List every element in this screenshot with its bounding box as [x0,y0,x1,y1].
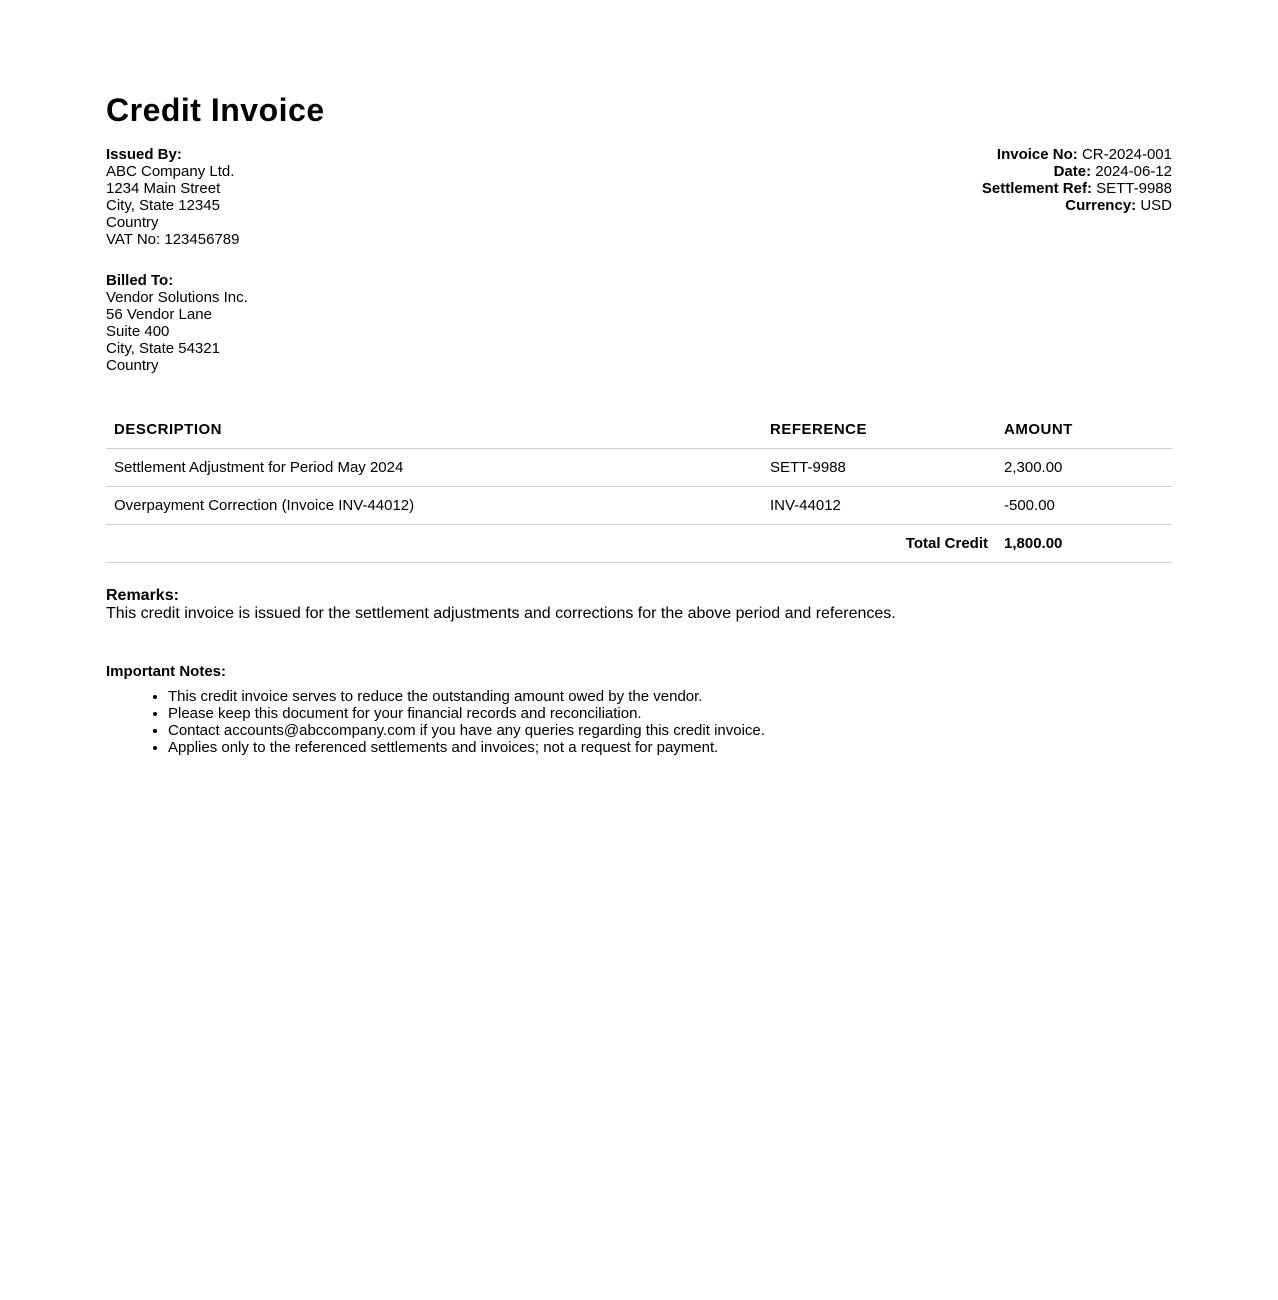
cell-amount: -500.00 [996,487,1172,525]
cell-amount: 2,300.00 [996,449,1172,487]
billed-to-line: Country [106,357,159,374]
cell-description: Settlement Adjustment for Period May 2024 [106,449,762,487]
meta-currency [982,197,1172,214]
list-item: • Please keep this document for your financial records and reconciliation. [168,705,1172,722]
total-value: 1,800.00 [996,525,1172,563]
meta-key: Invoice No: [996,146,1078,163]
issued-by-line: 1234 Main Street [106,180,221,197]
total-row [106,525,1172,563]
issued-by-label: Issued By: [106,146,182,163]
cell-reference: INV-44012 [762,487,996,525]
meta-settlement-ref [982,180,1172,197]
table-row [106,449,1172,487]
list-item: • This credit invoice serves to reduce the outstanding amount owed by the vendor. [168,688,1172,705]
total-label: Total Credit [106,525,996,563]
billed-to-line: Vendor Solutions Inc. [106,289,248,306]
meta-key: Date: [1053,163,1092,180]
header-reference: REFERENCE [762,410,996,449]
issued-by-line: City, State 12345 [106,197,220,214]
header-description: DESCRIPTION [106,410,762,449]
remarks-block [106,587,1172,623]
meta-value: CR-2024-001 [1081,146,1172,163]
invoice-page [106,0,1172,756]
line-items-table [106,410,1172,563]
notes-list [106,688,1172,756]
invoice-meta [982,146,1172,214]
list-item: • Applies only to the referenced settlements and invoices; not a request for payment. [168,739,1172,756]
notes-label: Important Notes: [106,663,226,680]
billed-to-block [106,272,1172,374]
header-amount: AMOUNT [996,410,1172,449]
meta-value: 2024-06-12 [1095,163,1172,180]
meta-date [982,163,1172,180]
cell-reference: SETT-9988 [762,449,996,487]
meta-key: Currency: [1065,197,1137,214]
cell-description: Overpayment Correction (Invoice INV-44012) [106,487,762,525]
page-title: Credit Invoice [106,92,325,128]
issued-by-line: Country [106,214,159,231]
meta-value: USD [1140,197,1172,214]
header-block [106,146,1172,374]
billed-to-line: Suite 400 [106,323,170,340]
list-item: • Contact accounts@abccompany.com if you have any queries regarding this credit invoice. [168,722,1172,739]
issued-by-line: ABC Company Ltd. [106,163,235,180]
billed-to-label: Billed To: [106,272,174,289]
meta-key: Settlement Ref: [981,180,1092,197]
issued-by-line: VAT No: 123456789 [106,231,240,248]
important-notes-block [106,663,1172,756]
table-row [106,487,1172,525]
billed-to-line: 56 Vendor Lane [106,306,212,323]
table-header-row [106,410,1172,449]
meta-value: SETT-9988 [1096,180,1172,197]
meta-invoice-no [982,146,1172,163]
billed-to-line: City, State 54321 [106,340,220,357]
remarks-label: Remarks: [106,587,179,604]
remarks-text: This credit invoice is issued for the settlement adjustments and corrections for the above period and references. [106,605,896,622]
